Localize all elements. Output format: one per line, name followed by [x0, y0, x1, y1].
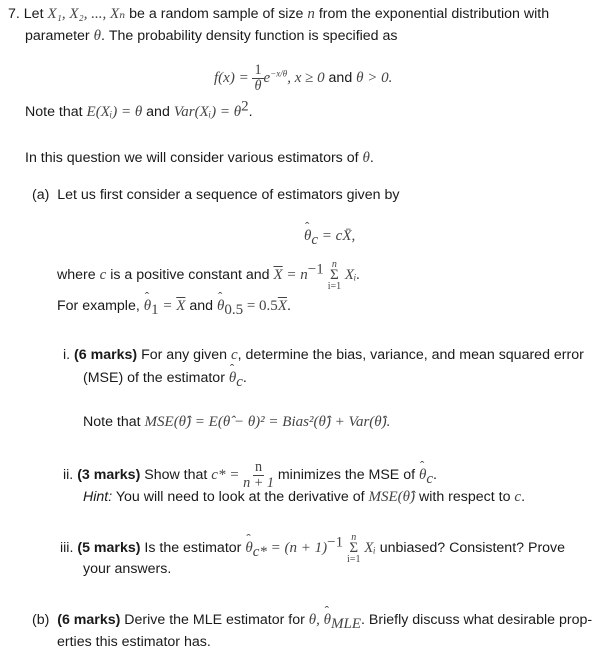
sub-question-i-line1: i. (6 marks) For any given c, determine the bias, variance, and mean squared error — [63, 347, 584, 363]
part-b-line2: erties this estimator has. — [57, 634, 211, 650]
summation: n Σ i=1 — [327, 258, 342, 292]
expectation-note: Note that E(Xᵢ) = θ and Var(Xᵢ) = $\theta^2$. — [25, 98, 253, 120]
pdf-fraction: $\frac{1}{\theta}$ — [254, 61, 262, 94]
sub-ii-label: ii. — [63, 467, 74, 483]
part-a-label: (a) — [32, 187, 50, 203]
sub-i-label: i. — [63, 347, 71, 363]
cstar-fraction: $\frac{n}{n + 1}$ — [243, 458, 274, 491]
summation: n Σ i=1 — [347, 531, 361, 565]
part-b-line1: (b) (6 marks) Derive the MLE estimator for θ, ˆ $\theta_{MLE}$. Briefly discuss what desirable prop- — [32, 611, 592, 629]
question-intro-line2: parameter θ. The probability density function is specified as — [25, 28, 398, 44]
part-a-heading: (a) Let us first consider a sequence of estimators given by — [32, 187, 400, 203]
sub-i-marks: (6 marks) — [74, 347, 138, 363]
sample-variables: X₁, X₂, ..., Xₙ — [47, 6, 126, 22]
where-clause: where c is a positive constant and $\overline{X} = n^{-1}$ n Σ i=1 Xᵢ. — [57, 258, 361, 292]
sub-question-iii-line1: iii. (5 marks) Is the estimator ˆ $\theta_{c*} = (n + 1)^{-1}$ n Σ i=1 Xᵢ unbiased? Consistent? Prove — [60, 531, 565, 565]
part-b-marks: (6 marks) — [57, 612, 121, 628]
sub-ii-marks: (3 marks) — [77, 467, 141, 483]
sub-question-ii-line1: ii. (3 marks) Show that c* = $\frac{n}{n + 1}$ minimizes the MSE of ˆ $\theta_c$. — [63, 458, 437, 492]
sub-question-i-line2: (MSE) of the estimator ˆ $\theta_c$. — [83, 369, 247, 387]
question-intro-line1: 7. Let X₁, X₂, ..., Xₙ be a random sample of size n from the exponential distribution with — [8, 6, 550, 22]
estimator-definition: ˆ $\theta_c$ = cX̄, — [304, 227, 355, 245]
example-line: For example, ˆ $\theta_1 = \overline{X}$ and ˆ $\theta_{0.5} = 0.5\overline{X}$. — [57, 297, 291, 315]
consider-statement: In this question we will consider various estimators of θ. — [25, 150, 374, 166]
pdf-equation: f(x) = $\frac{1}{\theta}$ $e^{-x/\theta}$, x ≥ 0 and θ > 0. — [214, 61, 393, 94]
sub-iii-label: iii. — [60, 540, 74, 556]
hint-label: Hint: — [83, 489, 113, 505]
sub-iii-marks: (5 marks) — [77, 540, 141, 556]
sub-question-iii-line2: your answers. — [83, 561, 172, 577]
mse-note: Note that MSE(θ̂) = E(θ̂ − θ)² = Bias²(θ̂) + Var(θ̂). — [83, 414, 391, 430]
question-number: 7. — [8, 6, 20, 22]
hint-line: Hint: You will need to look at the derivative of MSE(θ̂) with respect to c. — [83, 489, 526, 505]
part-b-label: (b) — [32, 612, 50, 628]
